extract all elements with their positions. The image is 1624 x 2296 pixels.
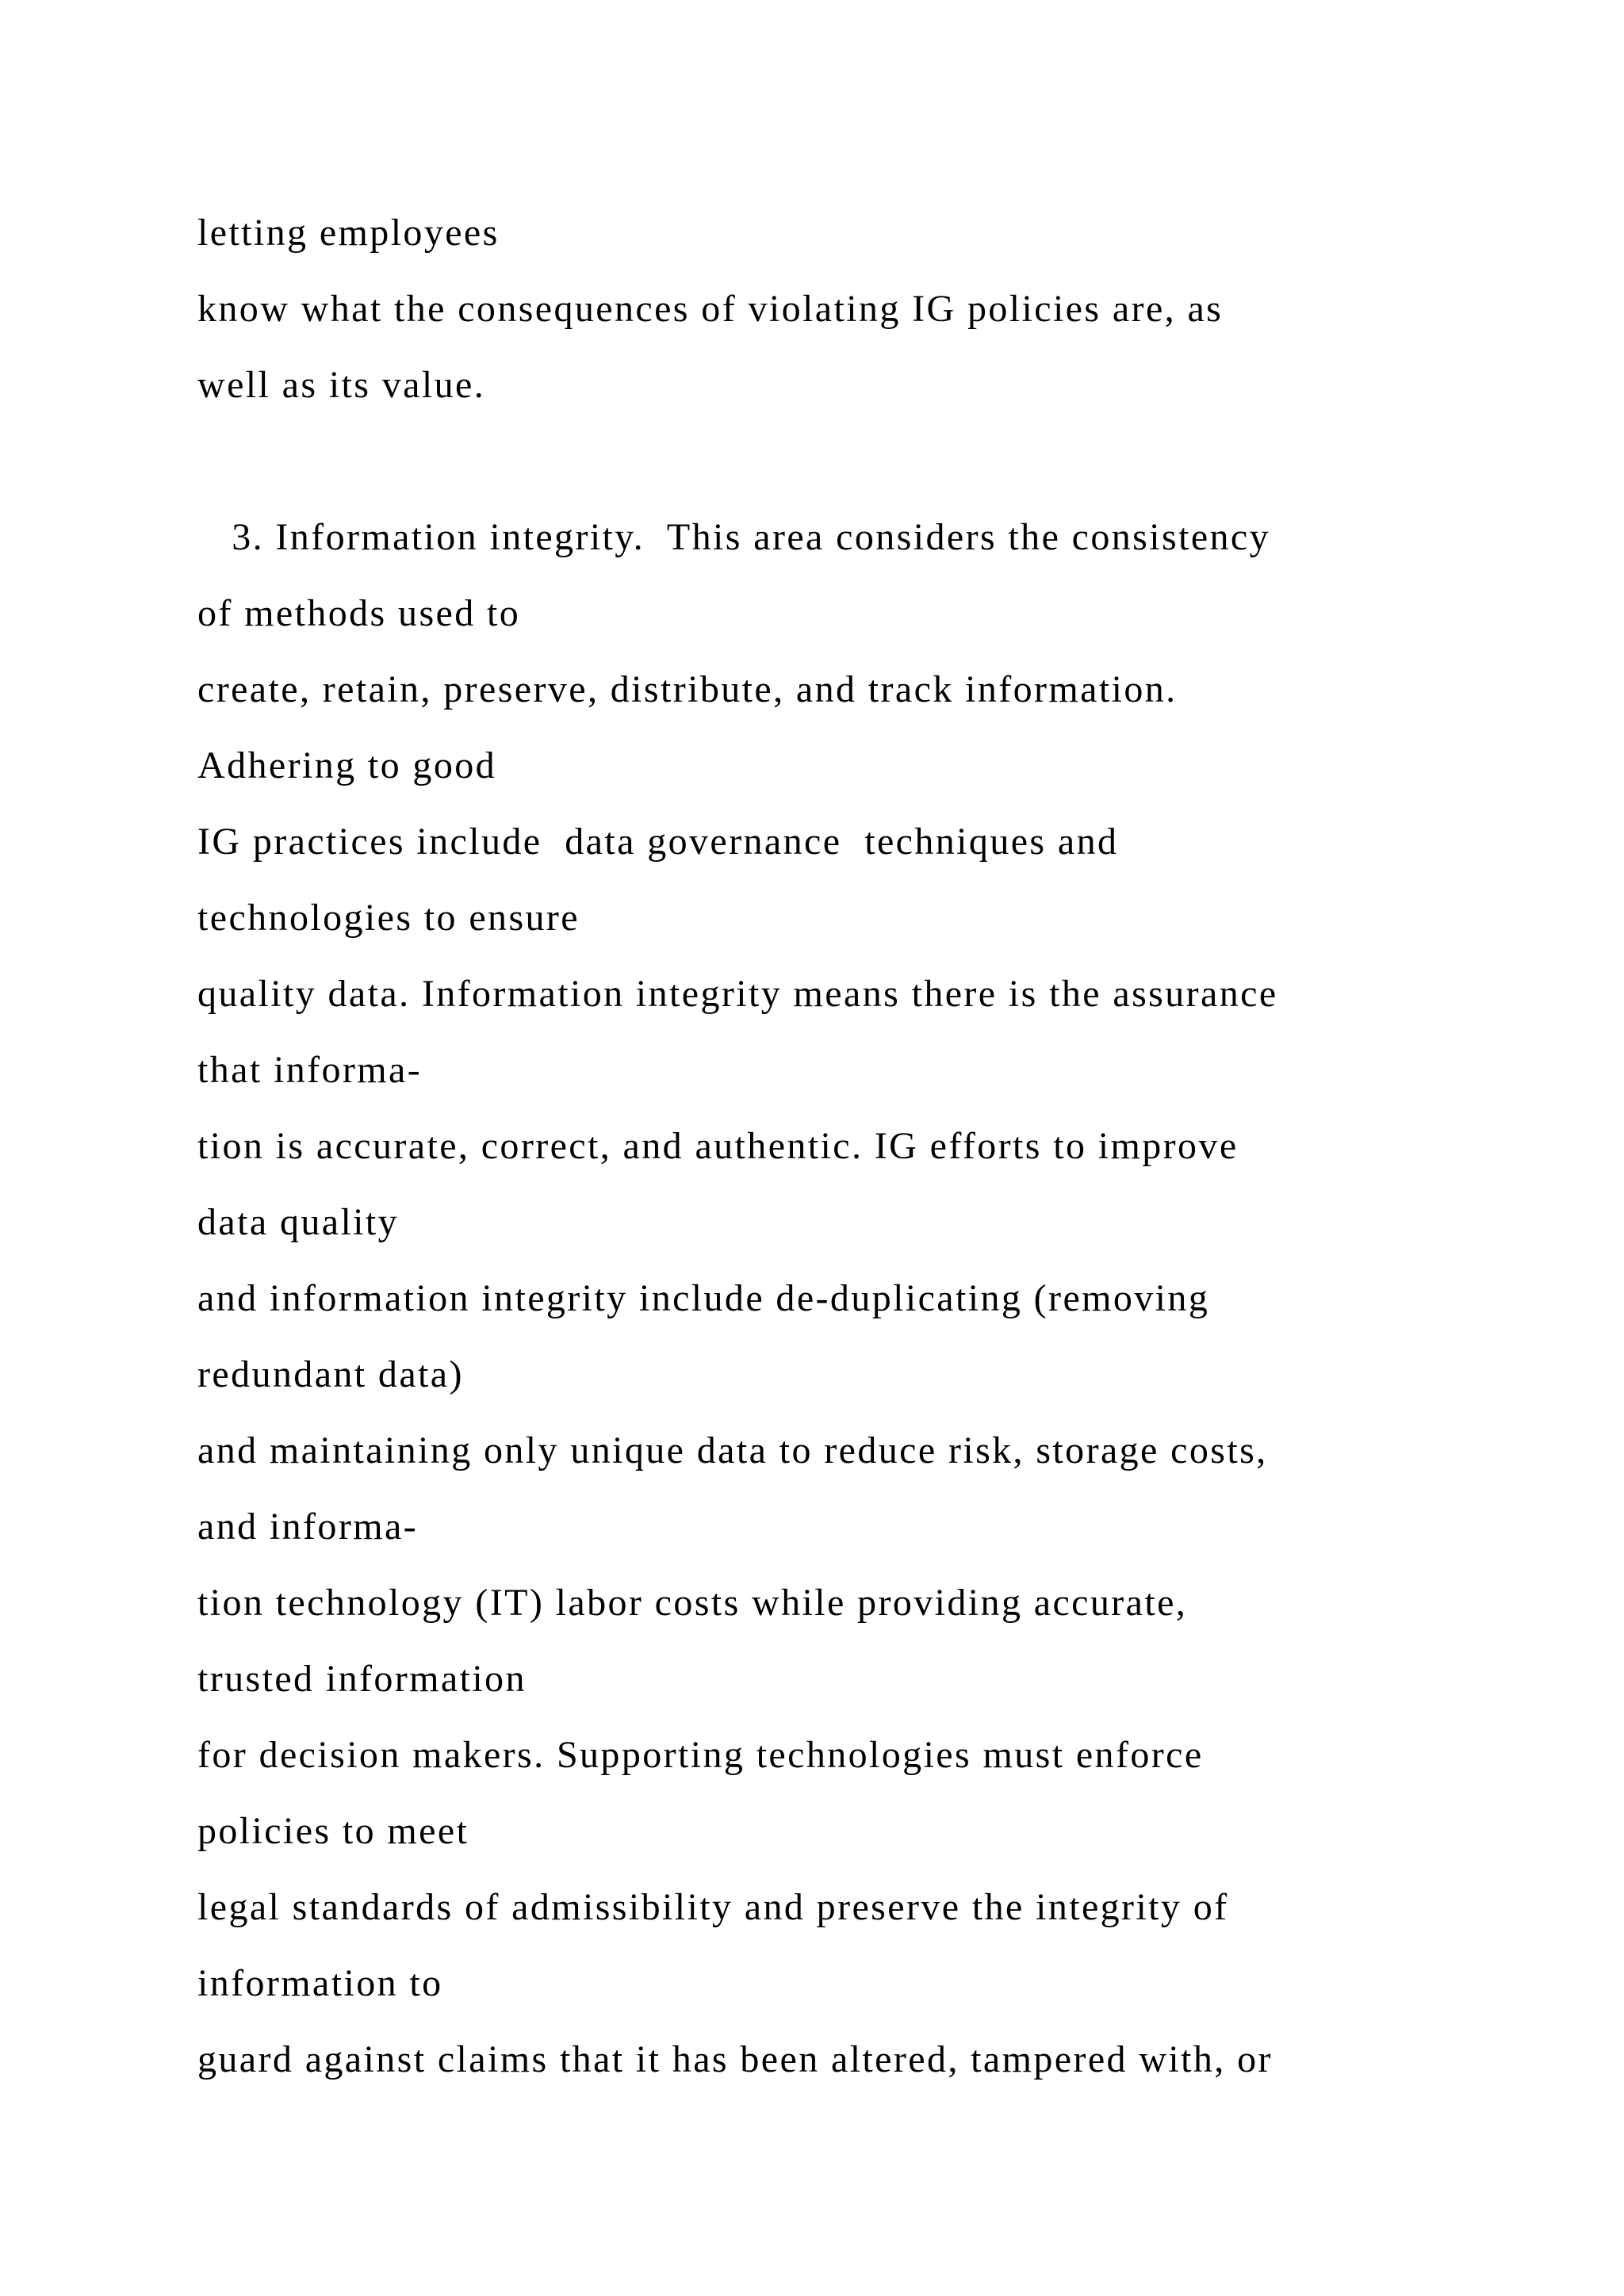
text-line: IG practices include data governance techniques and xyxy=(197,821,1119,863)
text-line: quality data. Information integrity means there is the assurance xyxy=(197,973,1278,1015)
body-text xyxy=(197,195,1545,2098)
text-line: and information integrity include de-duplicating (removing xyxy=(197,1277,1210,1319)
text-line: data quality xyxy=(197,1201,400,1243)
text-line: guard against claims that it has been altered, tampered with, or xyxy=(197,2038,1273,2080)
text-line: technologies to ensure xyxy=(197,897,580,939)
text-line: of methods used to xyxy=(197,592,521,634)
text-line: create, retain, preserve, distribute, and track information. xyxy=(197,668,1178,710)
text-line: tion technology (IT) labor costs while providing accurate, xyxy=(197,1582,1188,1624)
text-line: and informa- xyxy=(197,1506,419,1548)
text-line: legal standards of admissibility and preserve the integrity of xyxy=(197,1886,1229,1928)
blank-line xyxy=(197,423,1545,499)
text-line: letting employees xyxy=(197,212,500,254)
text-line: and maintaining only unique data to reduce risk, storage costs, xyxy=(197,1429,1268,1471)
text-line: know what the consequences of violating IG policies are, as xyxy=(197,288,1224,330)
text-line: that informa- xyxy=(197,1049,423,1091)
text-line: redundant data) xyxy=(197,1353,464,1395)
text-line: 3. Information integrity. This area considers the consistency xyxy=(197,516,1271,558)
text-line: for decision makers. Supporting technologies must enforce xyxy=(197,1734,1204,1776)
text-line: well as its value. xyxy=(197,364,486,406)
text-line: Adhering to good xyxy=(197,744,497,786)
text-line: information to xyxy=(197,1962,443,2004)
text-line: trusted information xyxy=(197,1658,527,1700)
text-line: tion is accurate, correct, and authentic. IG efforts to improve xyxy=(197,1125,1239,1167)
text-line: policies to meet xyxy=(197,1810,469,1852)
